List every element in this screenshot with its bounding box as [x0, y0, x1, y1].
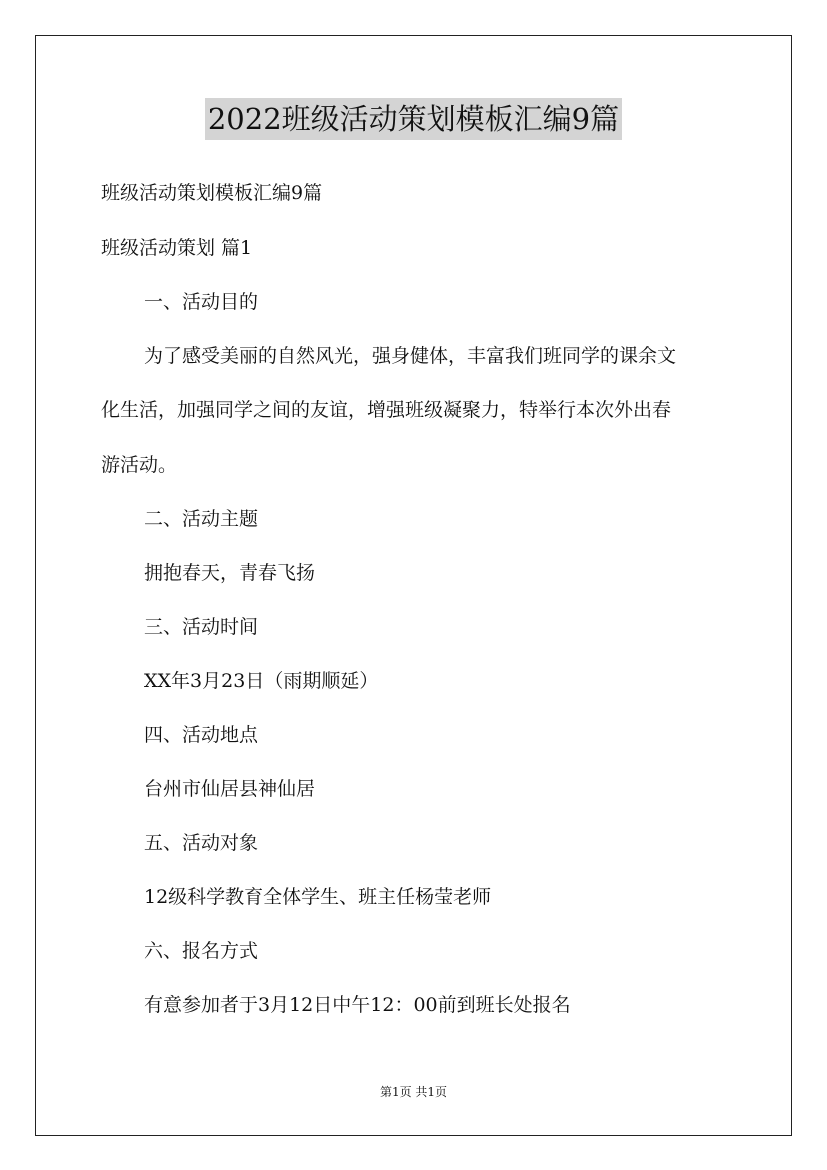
paragraph-line: 游活动。 [101, 454, 178, 476]
heading-location: 四、活动地点 [144, 724, 259, 746]
participants-text: 12级科学教育全体学生、班主任杨莹老师 [144, 886, 492, 908]
time-text: XX年3月23日（雨期顺延） [144, 670, 379, 692]
location-text: 台州市仙居县神仙居 [144, 778, 316, 800]
heading-theme: 二、活动主题 [144, 508, 259, 530]
section-heading: 班级活动策划 篇1 [101, 237, 253, 259]
page-footer: 第1页 共1页 [379, 1085, 448, 1099]
heading-registration: 六、报名方式 [144, 940, 259, 962]
theme-text: 拥抱春天，青春飞扬 [144, 562, 316, 584]
paragraph-line: 为了感受美丽的自然风光，强身健体，丰富我们班同学的课余文 [144, 345, 677, 367]
registration-text: 有意参加者于3月12日中午12：00前到班长处报名 [144, 994, 571, 1016]
subtitle-line: 班级活动策划模板汇编9篇 [101, 182, 323, 204]
heading-participants: 五、活动对象 [144, 832, 259, 854]
heading-purpose: 一、活动目的 [144, 291, 259, 313]
heading-time: 三、活动时间 [144, 616, 259, 638]
paragraph-line: 化生活，加强同学之间的友谊，增强班级凝聚力，特举行本次外出春 [101, 399, 672, 421]
document-title: 2022班级活动策划模板汇编9篇 [205, 98, 622, 140]
title-container [0, 98, 827, 140]
